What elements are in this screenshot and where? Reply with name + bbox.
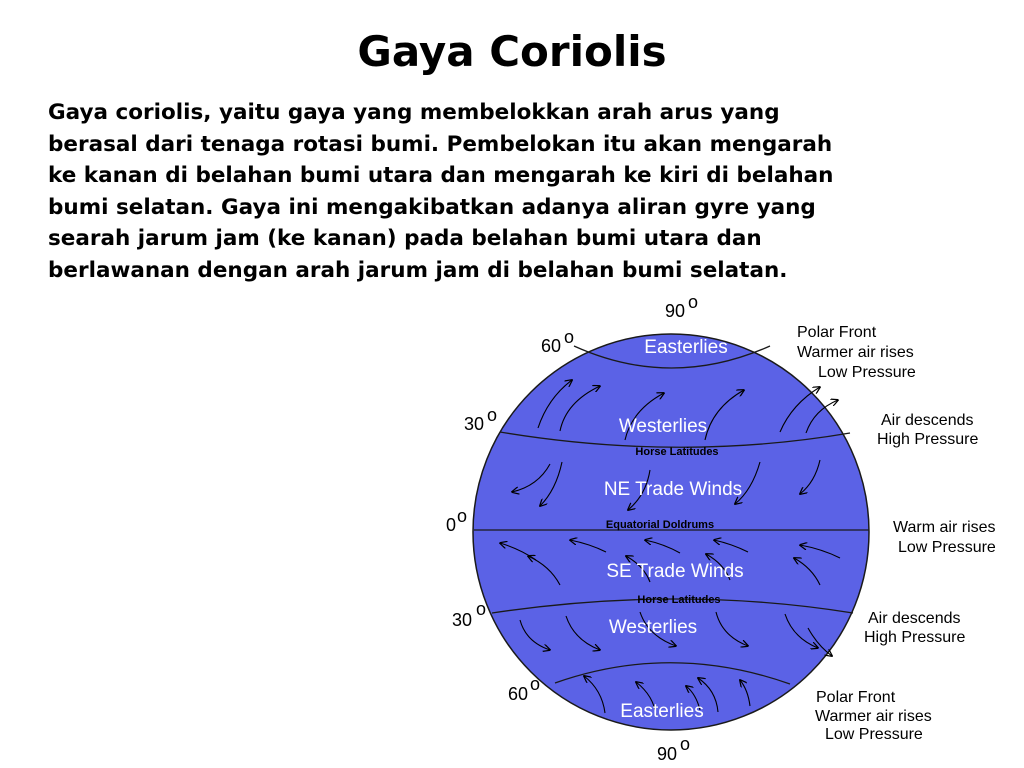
annotation-south-subtropic <box>864 610 965 646</box>
latitude-label-s30 <box>452 599 486 630</box>
annotation-north-subtropic <box>877 412 978 448</box>
annotation-north-polar-front <box>797 324 916 381</box>
degree-symbol: o <box>457 506 468 526</box>
latitude-value: 0 <box>446 515 457 535</box>
annotation-line: Warmer air rises <box>797 344 914 361</box>
latitude-value: 60 <box>541 336 562 356</box>
latitude-value: 60 <box>508 684 529 704</box>
latitude-value: 30 <box>464 414 485 434</box>
annotation-line: Warm air rises <box>893 519 996 536</box>
latitude-label-n30 <box>464 405 497 434</box>
latitude-label-n60 <box>541 327 574 356</box>
annotation-line: High Pressure <box>864 629 966 646</box>
annotation-south-polar-front <box>815 689 932 743</box>
annotation-line: Polar Front <box>816 689 896 706</box>
latitude-value: 90 <box>665 301 686 321</box>
annotation-line: High Pressure <box>877 431 979 448</box>
zone-label-equatorial-doldrums: Equatorial Doldrums <box>605 519 715 531</box>
annotation-line: Low Pressure <box>898 539 996 556</box>
paragraph-line: bumi selatan. Gaya ini mengakibatkan adanya aliran gyre yang <box>48 194 816 220</box>
latitude-label-equator <box>446 506 467 535</box>
paragraph-line: berlawanan dengan arah jarum jam di belahan bumi selatan. <box>48 257 788 283</box>
degree-symbol: o <box>487 405 498 425</box>
zone-label-north-horse-latitudes: Horse Latitudes <box>635 446 719 458</box>
degree-symbol: o <box>564 327 575 347</box>
slide-title: Gaya Coriolis <box>357 27 667 76</box>
annotation-line: Air descends <box>881 412 974 429</box>
belt-label-south-easterlies: Easterlies <box>620 701 704 722</box>
paragraph-line: Gaya coriolis, yaitu gaya yang membelokkan arah arus yang <box>48 100 780 125</box>
latitude-value: 90 <box>657 744 678 764</box>
annotation-equator <box>893 519 996 556</box>
latitude-label-bottom-90 <box>657 734 690 764</box>
degree-symbol: o <box>530 674 541 694</box>
paragraph-line: searah jarum jam (ke kanan) pada belahan bumi utara dan <box>48 226 762 251</box>
annotation-line: Warmer air rises <box>815 708 932 725</box>
annotation-line: Low Pressure <box>825 726 923 743</box>
annotation-line: Air descends <box>868 610 961 627</box>
latitude-label-top-90 <box>665 292 698 321</box>
paragraph-line: ke kanan di belahan bumi utara dan mengarah ke kiri di belahan <box>48 163 834 188</box>
earth-globe <box>473 334 869 730</box>
zone-label-south-horse-latitudes: Horse Latitudes <box>637 594 721 606</box>
degree-symbol: o <box>476 599 487 619</box>
latitude-label-s60 <box>508 674 540 704</box>
belt-label-se-trades: SE Trade Winds <box>606 561 744 582</box>
annotation-line: Low Pressure <box>818 364 916 381</box>
belt-label-ne-trades: NE Trade Winds <box>603 479 743 500</box>
paragraph-line: berasal dari tenaga rotasi bumi. Pembelokan itu akan mengarah <box>48 131 833 157</box>
belt-label-north-westerlies: Westerlies <box>618 416 708 437</box>
annotation-line: Polar Front <box>797 324 877 341</box>
belt-label-south-westerlies: Westerlies <box>608 617 698 638</box>
degree-symbol: o <box>680 734 691 754</box>
latitude-value: 30 <box>452 610 473 630</box>
belt-label-north-easterlies: Easterlies <box>644 337 728 358</box>
degree-symbol: o <box>688 292 699 312</box>
